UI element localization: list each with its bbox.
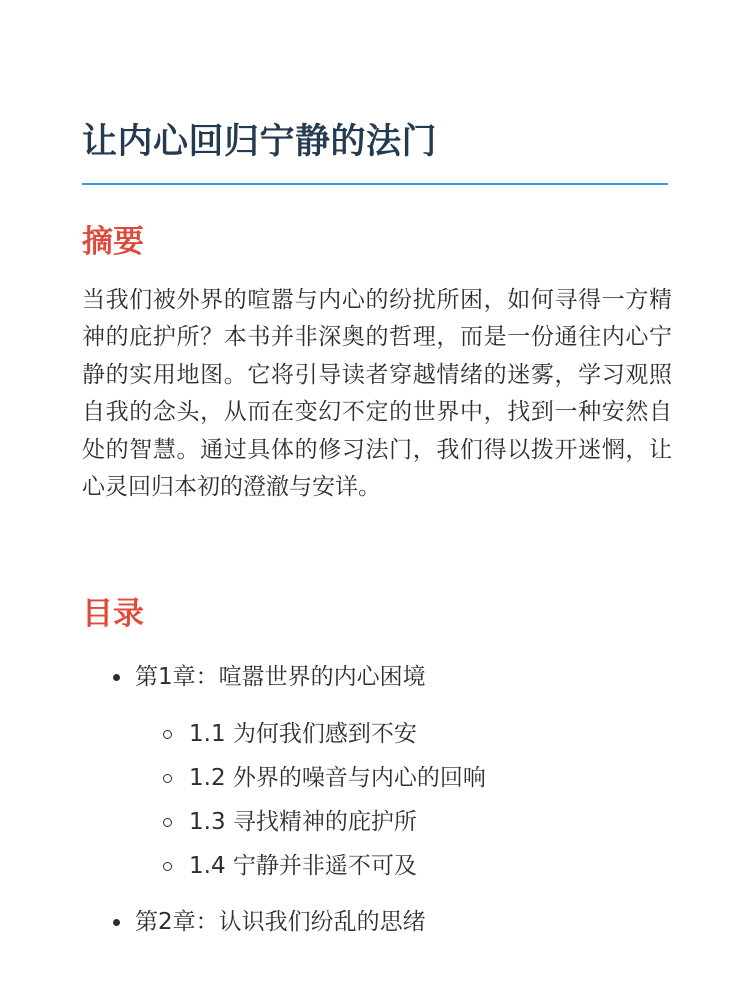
hollow-bullet-icon [163, 862, 172, 871]
hollow-bullet-icon [163, 774, 172, 783]
document-title: 让内心回归宁静的法门 [82, 122, 438, 162]
toc-section-label: 1.2 外界的噪音与内心的回响 [189, 765, 486, 791]
hollow-bullet-icon [163, 818, 172, 827]
filled-bullet-icon [113, 919, 120, 926]
abstract-heading: 摘要 [82, 224, 144, 260]
toc-heading: 目录 [82, 596, 144, 632]
toc-section-label: 1.1 为何我们感到不安 [189, 721, 417, 747]
toc-section-label: 1.3 寻找精神的庇护所 [189, 809, 417, 835]
toc-chapter-label: 第1章：喧嚣世界的内心困境 [135, 664, 426, 690]
title-divider [82, 183, 668, 185]
filled-bullet-icon [113, 674, 120, 681]
abstract-text: 当我们被外界的喧嚣与内心的纷扰所困，如何寻得一方精神的庇护所？本书并非深奥的哲理，而是一份通往内心宁静的实用地图。它将引导读者穿越情绪的迷雾，学习观照自我的念头，从而在变幻不定的世界中，找到一种安然自处的智慧。通过具体的修习法门，我们得以拨开迷惘，让心灵回归本初的澄澈与安详。 [82, 287, 672, 501]
toc-chapter-label: 第2章：认识我们纷乱的思绪 [135, 909, 426, 935]
toc-section-label: 1.4 宁静并非遥不可及 [189, 853, 417, 879]
hollow-bullet-icon [163, 730, 172, 739]
